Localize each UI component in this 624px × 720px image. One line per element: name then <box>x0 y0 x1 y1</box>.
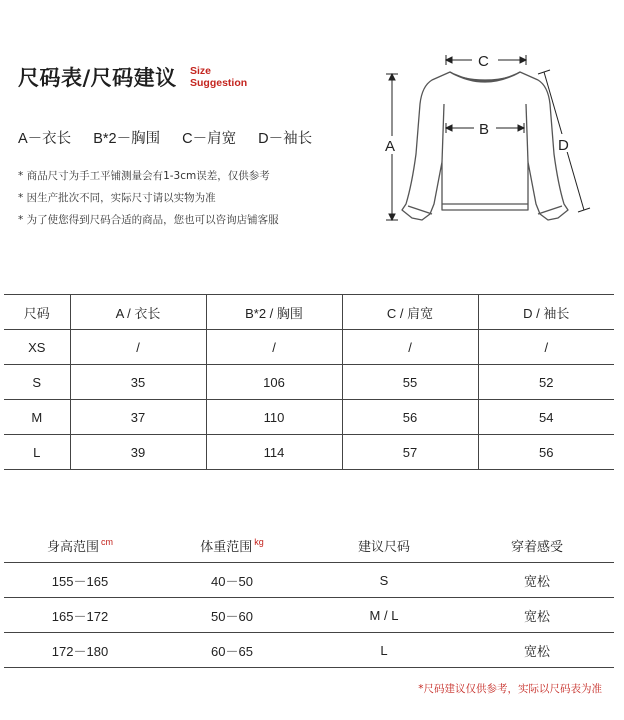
table-row <box>4 435 614 470</box>
table-row <box>4 633 614 668</box>
page-title-en <box>190 65 247 89</box>
sweatshirt-icon <box>372 44 604 234</box>
header-a: A / 衣长 <box>70 295 206 330</box>
cell-c: 56 <box>342 400 478 435</box>
legend-a: A－衣长 <box>18 131 72 147</box>
header-d: D / 袖长 <box>478 295 614 330</box>
legend-c: C－肩宽 <box>182 131 237 147</box>
measure-b-label: B <box>479 121 490 138</box>
cell-d: 54 <box>478 400 614 435</box>
measure-a-label: A <box>385 138 396 155</box>
sweatshirt-body <box>402 72 568 220</box>
header-fit-feel: 穿着感受 <box>460 528 614 563</box>
cell-size: M <box>4 400 70 435</box>
cell-a: 39 <box>70 435 206 470</box>
unit-kg: kg <box>254 536 264 547</box>
fit-table <box>4 528 614 668</box>
cell-a: 37 <box>70 400 206 435</box>
note-service: * 为了使您得到尺码合适的商品，您也可以咨询店铺客服 <box>18 214 279 226</box>
cell-size: XS <box>4 330 70 365</box>
sweatshirt-seam-left <box>442 104 444 162</box>
cell-a: 35 <box>70 365 206 400</box>
note-batch: * 因生产批次不同，实际尺寸请以实物为准 <box>18 192 216 204</box>
sweatshirt-cuff-right <box>538 206 562 214</box>
cell-size: L <box>4 435 70 470</box>
size-table-header <box>4 295 614 330</box>
header-c: C / 肩宽 <box>342 295 478 330</box>
cell-fit-feel: 宽松 <box>460 563 614 598</box>
cell-d: 52 <box>478 365 614 400</box>
table-row <box>4 400 614 435</box>
cell-c: / <box>342 330 478 365</box>
header-b: B*2 / 胸围 <box>206 295 342 330</box>
cell-height: 172－180 <box>4 633 156 668</box>
size-table <box>4 294 614 470</box>
cell-b: 114 <box>206 435 342 470</box>
title-en-line2: Suggestion <box>190 77 248 89</box>
cell-suggested-size: M / L <box>308 598 460 633</box>
cell-height: 155－165 <box>4 563 156 598</box>
cell-weight: 60－65 <box>156 633 308 668</box>
measure-c-label: C <box>478 53 489 70</box>
header-weight: 体重范围 $^{kg}$ <box>156 528 308 563</box>
cell-size: S <box>4 365 70 400</box>
cell-height: 165－172 <box>4 598 156 633</box>
cell-fit-feel: 宽松 <box>460 633 614 668</box>
title-en-line1: Size <box>190 65 212 77</box>
legend-d: D－袖长 <box>258 131 313 147</box>
footer-note: *尺码建议仅供参考，实际以尺码表为准 <box>418 683 602 695</box>
cell-b: 110 <box>206 400 342 435</box>
cell-suggested-size: S <box>308 563 460 598</box>
legend-b: B*2－胸围 <box>93 131 161 147</box>
table-row <box>4 330 614 365</box>
header-size: 尺码 <box>4 295 70 330</box>
sweatshirt-cuff-left <box>408 206 432 214</box>
note-measurement: * 商品尺寸为手工平铺测量会有1-3cm误差，仅供参考 <box>18 170 270 182</box>
cell-c: 57 <box>342 435 478 470</box>
measure-d-label: D <box>558 137 569 154</box>
cell-b: / <box>206 330 342 365</box>
measurement-legend <box>18 127 330 148</box>
cell-weight: 40－50 <box>156 563 308 598</box>
cell-c: 55 <box>342 365 478 400</box>
unit-cm: cm <box>101 536 113 547</box>
header-suggested-size: 建议尺码 <box>308 528 460 563</box>
sweatshirt-seam-right <box>526 104 528 162</box>
cell-d: 56 <box>478 435 614 470</box>
cell-b: 106 <box>206 365 342 400</box>
cell-d: / <box>478 330 614 365</box>
sweatshirt-collar <box>450 72 520 82</box>
cell-a: / <box>70 330 206 365</box>
cell-fit-feel: 宽松 <box>460 598 614 633</box>
table-row <box>4 365 614 400</box>
fit-table-header <box>4 528 614 563</box>
table-row <box>4 563 614 598</box>
page-title: 尺码表/尺码建议 <box>18 66 177 90</box>
table-row <box>4 598 614 633</box>
header-height: 身高范围 $^{cm}$ <box>4 528 156 563</box>
cell-suggested-size: L <box>308 633 460 668</box>
cell-weight: 50－60 <box>156 598 308 633</box>
